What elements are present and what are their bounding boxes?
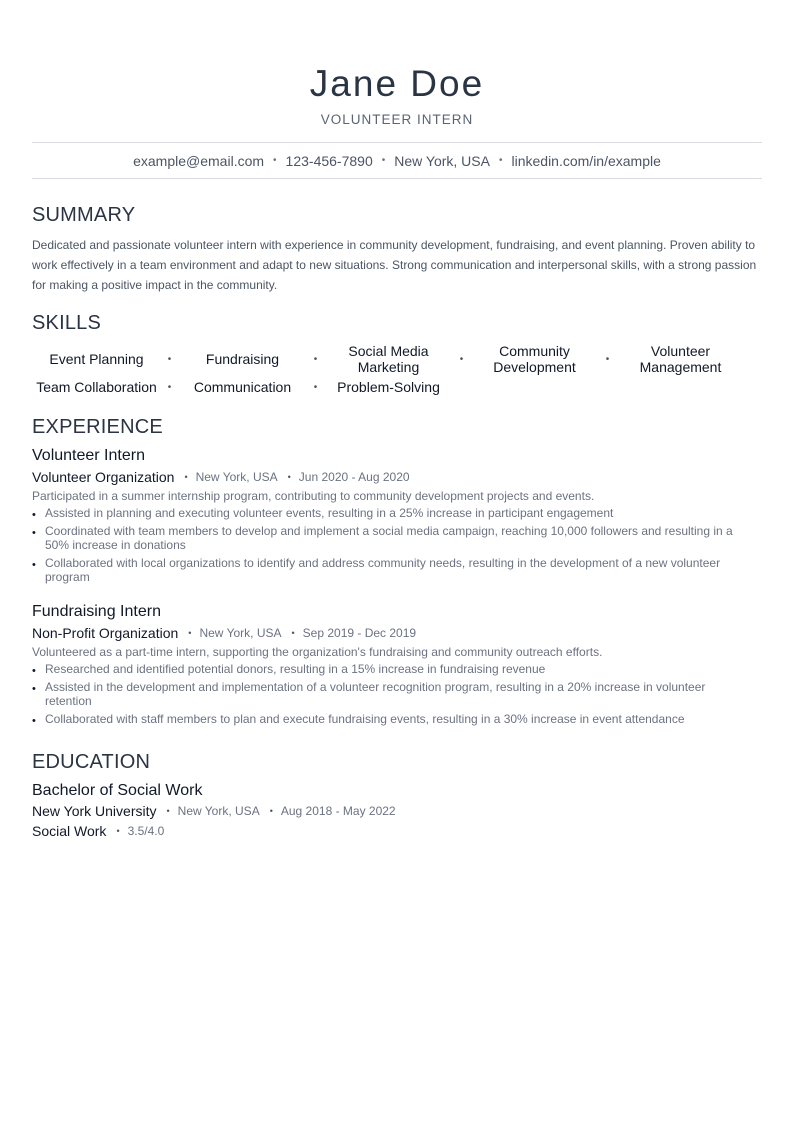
- contact-location: New York, USA: [394, 152, 490, 169]
- contact-linkedin[interactable]: linkedin.com/in/example: [511, 152, 661, 169]
- skill-separator: •: [605, 353, 610, 365]
- meta-separator: •: [269, 806, 273, 816]
- section-heading: SKILLS: [32, 312, 102, 334]
- section-heading: EDUCATION: [32, 751, 151, 773]
- education-school: New York University: [32, 803, 157, 819]
- job-title: Volunteer Intern: [32, 447, 145, 464]
- skill-item: Volunteer Management: [639, 343, 722, 375]
- job-location: New York, USA: [199, 626, 282, 640]
- education-entry: [32, 781, 762, 841]
- meta-separator: •: [188, 628, 192, 638]
- skill-item: Social Media Marketing: [348, 343, 429, 375]
- skills-list: [32, 343, 762, 395]
- skill-separator: •: [313, 353, 318, 365]
- skill-separator: •: [459, 353, 464, 365]
- job-bullet: • Assisted in planning and executing volunteer events, resulting in a 25% increase in participant engagement: [32, 506, 762, 520]
- job-bullet: • Collaborated with staff members to plan and execute fundraising events, resulting in a 30% increase in event attendance: [32, 712, 762, 726]
- summary-section: [32, 203, 762, 295]
- meta-separator: •: [184, 472, 188, 482]
- job-bullet: • Assisted in the development and implementation of a volunteer recognition program, resulting in a 20% increase in volunteer retention: [32, 680, 762, 708]
- contact-phone[interactable]: 123-456-7890: [285, 152, 373, 169]
- job-bullets: [32, 662, 762, 726]
- meta-separator: •: [287, 472, 291, 482]
- candidate-name: Jane Doe: [309, 63, 485, 104]
- job-bullet: • Collaborated with local organizations to identify and address community needs, resulting in the development of a new volunteer program: [32, 556, 762, 584]
- skill-item: Fundraising: [205, 351, 280, 367]
- candidate-title: VOLUNTEER INTERN: [320, 112, 474, 127]
- section-heading: SUMMARY: [32, 204, 136, 226]
- job-organization: Non-Profit Organization: [32, 625, 179, 641]
- education-degree: Bachelor of Social Work: [32, 782, 203, 799]
- section-heading: EXPERIENCE: [32, 416, 163, 438]
- meta-separator: •: [166, 806, 170, 816]
- skill-separator: •: [167, 353, 172, 365]
- job-entry: [32, 602, 762, 730]
- summary-text: Dedicated and passionate volunteer intern with experience in community development, fundraising, and event planning. Proven ability to work effectively in a team environment and adapt to new situations. Strong communication and interpersonal skills, with a strong passion for making a positive impact in the community.: [32, 238, 757, 292]
- skill-item: Community Development: [493, 343, 576, 375]
- job-bullet: • Researched and identified potential donors, resulting in a 15% increase in fundraising revenue: [32, 662, 762, 676]
- contact-email[interactable]: example@email.com: [133, 152, 265, 169]
- job-meta-line: [32, 468, 762, 486]
- education-major-line: [32, 821, 762, 841]
- education-dates: Aug 2018 - May 2022: [280, 804, 396, 818]
- job-organization: Volunteer Organization: [32, 469, 175, 485]
- experience-section: [32, 415, 762, 439]
- job-dates: Sep 2019 - Dec 2019: [302, 626, 417, 640]
- contact-separator: •: [381, 155, 386, 166]
- job-location: New York, USA: [195, 470, 278, 484]
- skill-separator: •: [167, 381, 172, 393]
- job-bullet: • Coordinated with team members to develop and implement a social media campaign, reaching 10,000 followers and resulting in a 50% increase in donations: [32, 524, 762, 552]
- skill-separator: •: [313, 381, 318, 393]
- job-description: Participated in a summer internship program, contributing to community development projects and events.: [32, 489, 595, 503]
- job-description: Volunteered as a part-time intern, supporting the organization's fundraising and community outreach efforts.: [32, 645, 603, 659]
- job-dates: Jun 2020 - Aug 2020: [298, 470, 410, 484]
- education-gpa: 3.5/4.0: [127, 824, 165, 838]
- job-entry: [32, 446, 762, 588]
- skill-item: Team Collaboration: [36, 379, 157, 395]
- education-location: New York, USA: [177, 804, 260, 818]
- skills-section: [32, 311, 762, 395]
- job-title: Fundraising Intern: [32, 603, 161, 620]
- job-bullets: [32, 506, 762, 584]
- skill-item: Event Planning: [49, 351, 144, 367]
- meta-separator: •: [116, 826, 120, 836]
- education-major: Social Work: [32, 823, 107, 839]
- skill-item: Communication: [193, 379, 292, 395]
- skill-item: Problem-Solving: [337, 379, 440, 395]
- education-meta-line: [32, 801, 762, 821]
- job-meta-line: [32, 624, 762, 642]
- skills-row: [32, 343, 762, 375]
- skills-row: [32, 379, 762, 395]
- contact-separator: •: [498, 155, 503, 166]
- contact-separator: •: [273, 155, 277, 166]
- education-section: [32, 750, 762, 774]
- meta-separator: •: [291, 628, 295, 638]
- resume-header: [32, 62, 762, 128]
- contact-bar: [32, 142, 762, 179]
